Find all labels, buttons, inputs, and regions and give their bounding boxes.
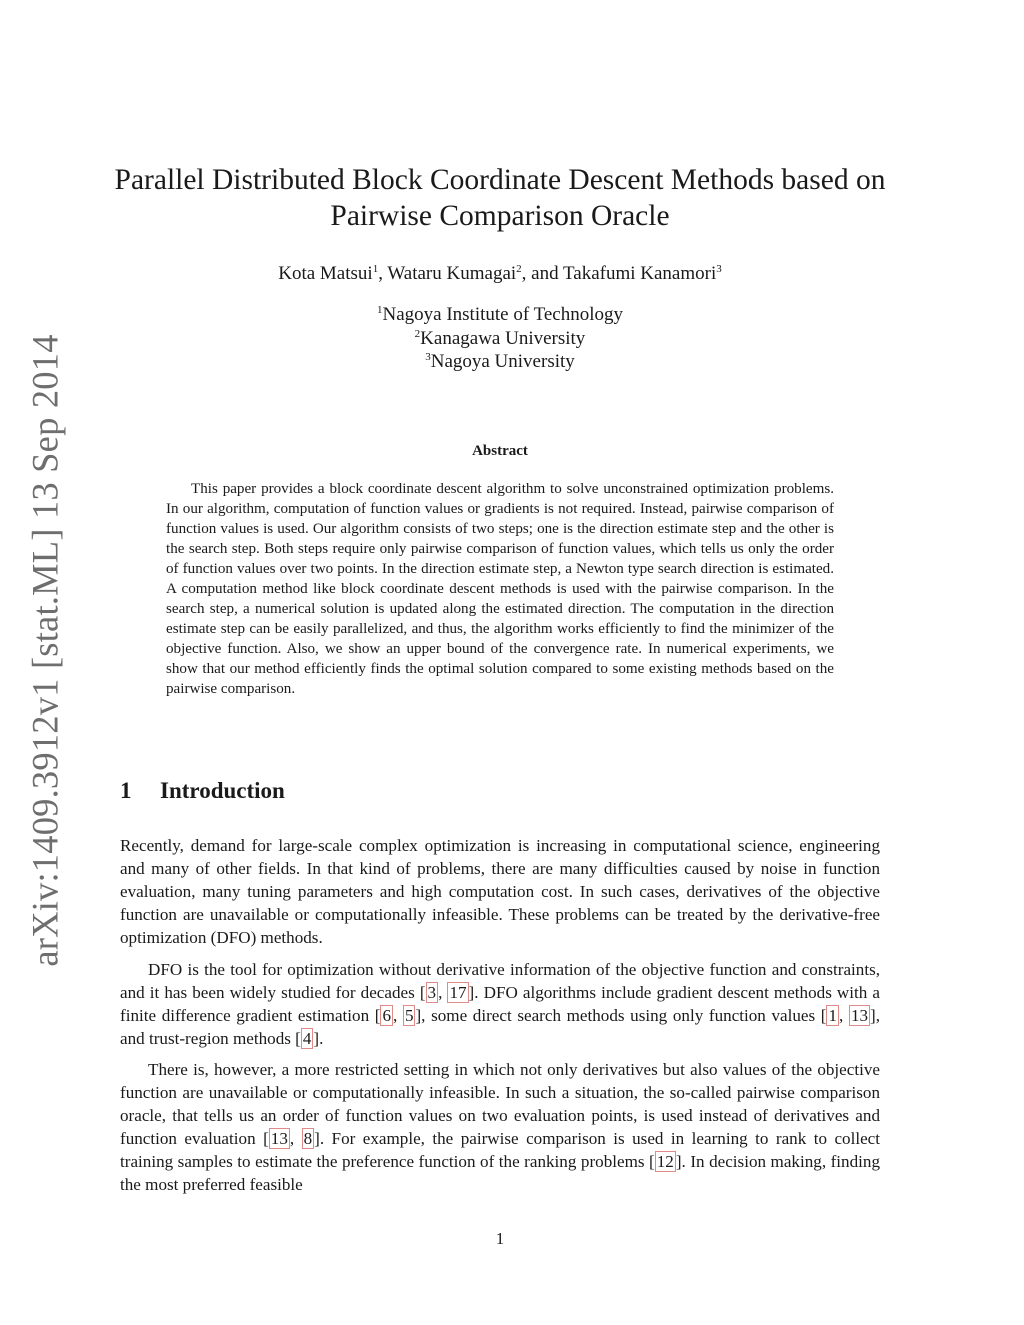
affiliation-name: Nagoya Institute of Technology xyxy=(382,304,623,325)
text-run: ], some direct search methods using only function values [ xyxy=(415,1006,827,1025)
title-line-2: Pairwise Comparison Oracle xyxy=(330,200,670,232)
text-run: ]. DFO algorithms include gradient descent methods with a finite difference gradient estimation [ xyxy=(120,983,880,1025)
citation-link[interactable]: 4 xyxy=(302,1029,312,1048)
affiliation-name: Nagoya University xyxy=(430,351,575,372)
text-run: , xyxy=(438,983,448,1002)
text-run: There is, however, a more restricted setting in which not only derivatives but also values of the objective function are unavailable or computationally infeasible. In such a situation, the so-called pairwise comparison oracle, that tells us an order of function values on two evaluation points, is used instead of derivatives and function evaluation [ xyxy=(120,1060,880,1148)
citation-link[interactable]: 13 xyxy=(850,1006,869,1025)
text-run: DFO is the tool for optimization without derivative information of the objective function and constraints, and it has been widely studied for decades [ xyxy=(120,960,880,1002)
citation-link[interactable]: 8 xyxy=(303,1129,313,1148)
text-run: , xyxy=(839,1006,849,1025)
intro-paragraph-3 xyxy=(120,1058,880,1196)
text-run: , xyxy=(393,1006,403,1025)
affiliation-mark: 2 xyxy=(414,327,421,340)
author-name: Kota Matsui xyxy=(278,263,373,284)
text-run: ], and trust-region methods [ xyxy=(120,1006,880,1048)
author-separator: , xyxy=(378,263,388,284)
text-run: ]. xyxy=(313,1029,324,1048)
abstract-text: This paper provides a block coordinate descent algorithm to solve unconstrained optimization problems. In our algorithm, computation of function values or gradients is not required. Instead, pairwise comparison of function values is used. Our algorithm consists of two steps; one is the direction estimate step and the other is the search step. Both steps require only pairwise comparison of function values, which tells us only the order of function values over two points. In the direction estimate step, a Newton type search direction is estimated. A computation method like block coordinate descent methods is used with the pairwise comparison. In the search step, a numerical solution is updated along the estimated direction. The computation in the direction estimate step can be easily parallelized, and thus, the algorithm works efficiently to find the minimizer of the objective function. Also, we show an upper bound of the convergence rate. In numerical experiments, we show that our method efficiently finds the optimal solution compared to some existing methods based on the pairwise comparison. xyxy=(166,481,834,697)
page-number: 1 xyxy=(495,1229,505,1248)
affiliation xyxy=(100,350,900,374)
citation-link[interactable]: 13 xyxy=(270,1129,288,1148)
affiliation xyxy=(100,303,900,327)
affiliation-mark: 2 xyxy=(516,263,522,275)
citation-link[interactable]: 3 xyxy=(427,983,437,1002)
affiliation-mark: 3 xyxy=(716,263,722,275)
abstract-heading: Abstract xyxy=(472,443,528,459)
citation-link[interactable]: 1 xyxy=(828,1006,838,1025)
affiliation-mark: 1 xyxy=(372,263,379,275)
text-run: , xyxy=(289,1129,302,1148)
author-name: Wataru Kumagai xyxy=(387,263,517,284)
text-run: ]. For example, the pairwise comparison is used in learning to rank to collect training samples to estimate the preference function of the ranking problems [ xyxy=(120,1129,881,1171)
affiliation-mark: 3 xyxy=(425,351,431,363)
author-name: Takafumi Kanamori xyxy=(563,263,717,284)
intro-paragraph-2 xyxy=(120,958,880,1050)
affiliation-mark: 1 xyxy=(376,304,383,316)
intro-paragraph-1: Recently, demand for large-scale complex optimization is increasing in computational science, engineering and many of other fields. In that kind of problems, there are many difficulties caused by noise in function evaluation, many tuning parameters and high computation cost. In such cases, derivatives of the objective function are unavailable or computationally infeasible. These problems can be treated by the derivative-free optimization (DFO) methods. xyxy=(120,836,880,947)
section-title: Introduction xyxy=(160,778,285,803)
text-run: ]. In decision making, finding the most preferred feasible xyxy=(120,1152,880,1194)
author-separator: , and xyxy=(521,263,563,284)
affiliation-name: Kanagawa University xyxy=(420,327,586,349)
arxiv-identifier-text: arXiv:1409.3912v1 [stat.ML] 13 Sep 2014 xyxy=(24,333,66,967)
title-line-1: Parallel Distributed Block Coordinate Descent Methods based on xyxy=(114,164,886,196)
section-number: 1 xyxy=(120,778,132,803)
paper-title xyxy=(100,162,900,234)
section-heading xyxy=(120,778,285,804)
citation-link[interactable]: 12 xyxy=(656,1152,674,1171)
author-list xyxy=(100,262,900,286)
citation-link[interactable]: 17 xyxy=(449,983,467,1002)
arxiv-identifier-stamp xyxy=(20,333,70,967)
citation-link[interactable]: 5 xyxy=(404,1006,414,1025)
affiliation xyxy=(100,327,900,351)
citation-link[interactable]: 6 xyxy=(382,1006,392,1025)
affiliation-list xyxy=(100,303,900,374)
